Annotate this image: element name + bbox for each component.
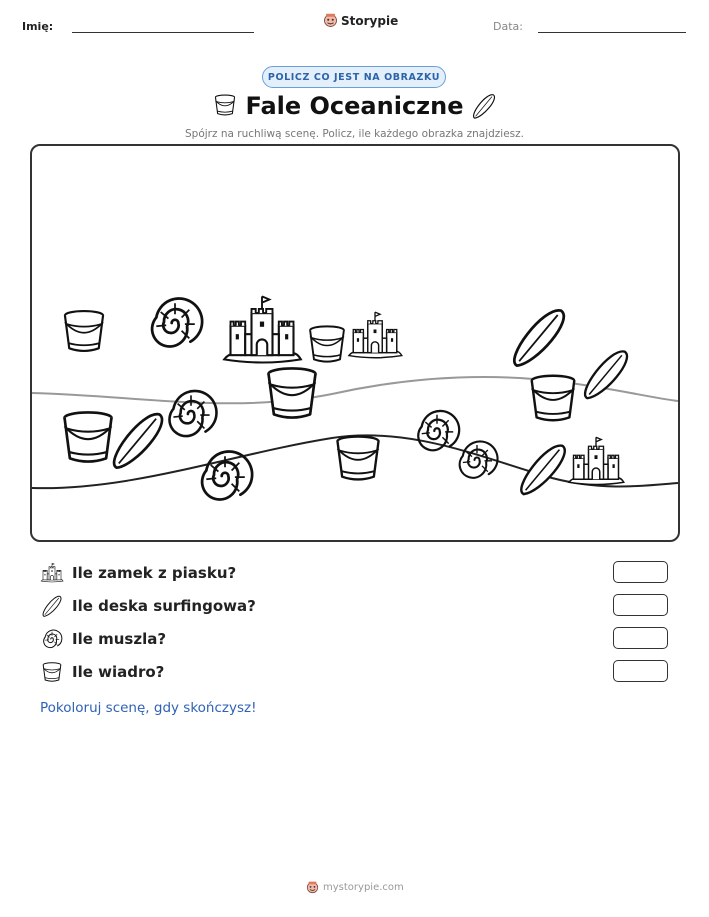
- question-text: Ile zamek z piasku?: [72, 564, 237, 582]
- bucket-icon: [337, 437, 378, 480]
- instruction-badge: POLICZ CO JEST NA OBRAZKU: [262, 66, 446, 88]
- surfboard-icon: [40, 594, 64, 618]
- answer-box[interactable]: [613, 594, 668, 616]
- shell-icon: [40, 627, 64, 651]
- sandcastle-icon: [569, 437, 624, 484]
- answer-box[interactable]: [613, 627, 668, 649]
- storypie-logo-icon: [306, 881, 319, 894]
- bucket-icon: [40, 660, 64, 684]
- page-title: Fale Oceaniczne: [245, 92, 464, 120]
- bucket-icon: [532, 376, 575, 420]
- question-row: [40, 626, 670, 652]
- bucket-icon: [269, 368, 316, 417]
- answer-box[interactable]: [613, 561, 668, 583]
- brand-name: Storypie: [341, 13, 399, 28]
- page-subtitle: Spójrz na ruchliwą scenę. Policz, ile każdego obrazka znajdziesz.: [185, 128, 524, 140]
- date-line[interactable]: [538, 32, 686, 33]
- scene-drawing: [32, 146, 678, 540]
- shell-icon: [152, 298, 202, 346]
- sandcastle-icon: [40, 561, 64, 585]
- bucket-icon: [65, 311, 103, 351]
- bucket-icon: [65, 412, 112, 461]
- shell-icon: [202, 451, 252, 499]
- coloring-note: Pokoloruj scenę, gdy skończysz!: [40, 700, 257, 716]
- brand-logo: [323, 13, 398, 28]
- sandcastle-icon: [349, 312, 402, 358]
- question-row: [40, 560, 670, 586]
- bucket-icon: [310, 326, 344, 361]
- question-row: [40, 593, 670, 619]
- shell-icon: [169, 391, 216, 436]
- counting-scene: [30, 144, 680, 542]
- name-label: Imię:: [22, 20, 54, 33]
- surfboard-icon: [114, 414, 162, 468]
- answer-box[interactable]: [613, 660, 668, 682]
- name-line[interactable]: [72, 32, 254, 33]
- storypie-logo-icon: [323, 13, 338, 28]
- question-text: Ile deska surfingowa?: [72, 597, 256, 615]
- question-row: [40, 659, 670, 685]
- footer: [306, 881, 404, 894]
- footer-url[interactable]: mystorypie.com: [323, 882, 404, 893]
- question-text: Ile muszla?: [72, 630, 167, 648]
- date-label: Data:: [493, 20, 523, 33]
- question-text: Ile wiadro?: [72, 663, 165, 681]
- surfboard-icon: [514, 310, 563, 365]
- title-surfboard-icon: [470, 92, 498, 120]
- sandcastle-icon: [224, 296, 301, 362]
- back-wave-line: [32, 377, 678, 403]
